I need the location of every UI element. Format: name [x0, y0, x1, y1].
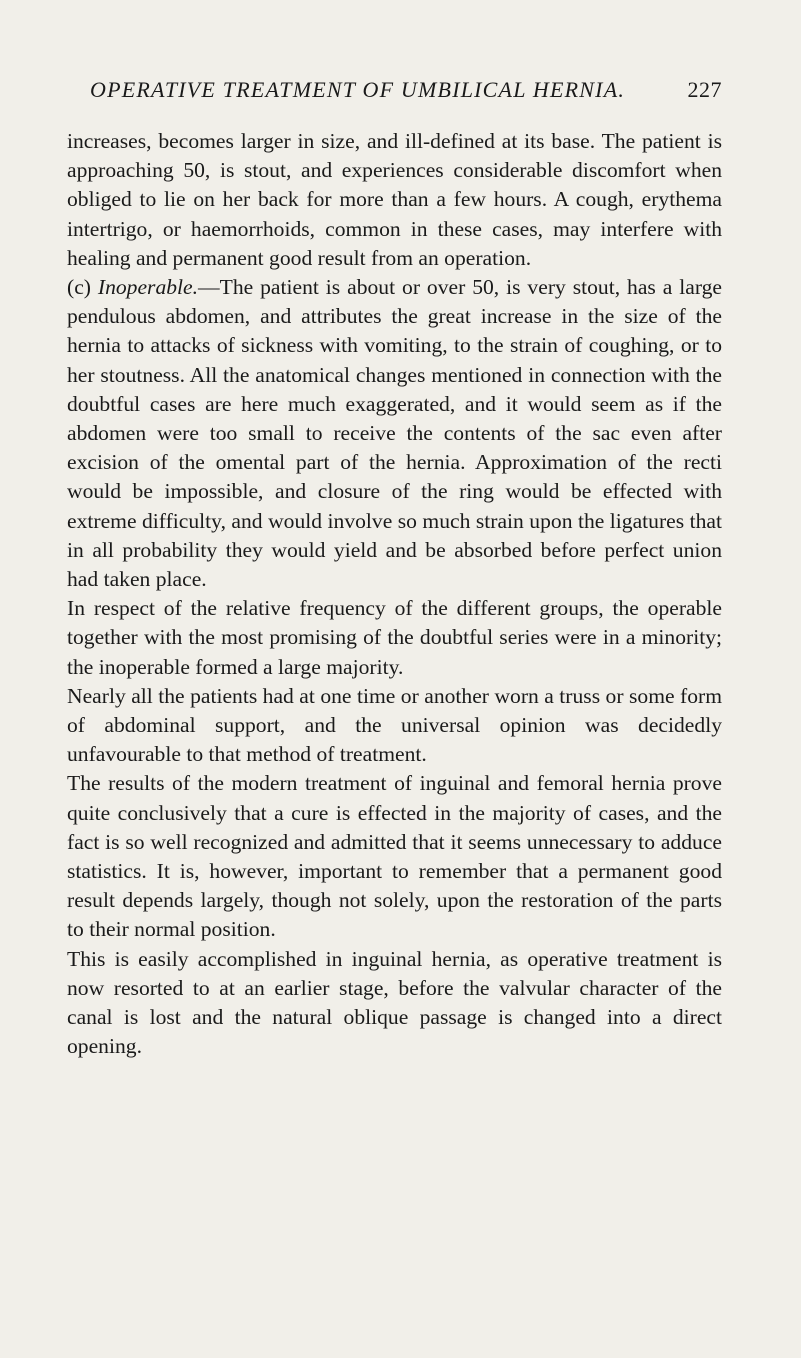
- section-label: (c): [67, 275, 91, 300]
- paragraph-text: The results of the modern treatment of inguinal and femoral hernia prove quite conclusively that a cure is effected in the majority of cases, and the fact is so well recognized and admitted that it seems unnecessary to adduce statistics. It is, however, important to remember that a permanent good result depends largely, though not solely, upon the restoration of the parts to their normal position.: [67, 771, 722, 942]
- paragraph-text: increases, becomes larger in size, and ill-defined at its base. The patient is approaching 50, is stout, and experiences considerable discomfort when obliged to lie on her back for more than a few hours. A cough, erythema intertrigo, or haemorrhoids, common in these cases, may interfere with healing and permanent good result from an operation.: [67, 129, 722, 270]
- paragraph-text: Nearly all the patients had at one time or another worn a truss or some form of abdominal support, and the universal opinion was decidedly unfavourable to that method of treatment.: [67, 683, 722, 767]
- body-text: [67, 127, 722, 1062]
- paragraph-inguinal: [67, 945, 722, 1062]
- paragraph-text: —The patient is about or over 50, is very stout, has a large pendulous abdomen, and attributes the great increase in the size of the hernia to attacks of sickness with vomiting, to the strain of coughing, or to her stoutness. All the anatomical changes mentioned in connection with the doubtful cases are here much exaggerated, and it would seem as if the abdomen were too small to receive the contents of the sac even after excision of the omental part of the hernia. Approximation of the recti would be impossible, and closure of the ring would be effected with extreme difficulty, and would involve so much strain upon the ligatures that in all probability they would yield and be absorbed before perfect union had taken place.: [67, 275, 722, 592]
- paragraph-truss: [67, 682, 722, 770]
- paragraph-text: In respect of the relative frequency of the different groups, the operable together with the most promising of the doubtful series were in a minority; the inoperable formed a large majority.: [67, 596, 722, 679]
- running-head-title: OPERATIVE TREATMENT OF UMBILICAL HERNIA.: [90, 77, 626, 102]
- paragraph-frequency: [67, 594, 722, 682]
- section-heading: Inoperable.: [97, 275, 199, 300]
- paragraph-text: This is easily accomplished in inguinal hernia, as operative treatment is now resorted to at an earlier stage, before the valvular character of the canal is lost and the natural oblique passage is changed into a direct opening.: [67, 946, 722, 1059]
- paragraph-inoperable: [67, 273, 722, 594]
- paragraph-results: [67, 769, 722, 944]
- paragraph-continued: [67, 127, 722, 273]
- page-number: 227: [687, 77, 722, 102]
- running-head: [90, 77, 722, 107]
